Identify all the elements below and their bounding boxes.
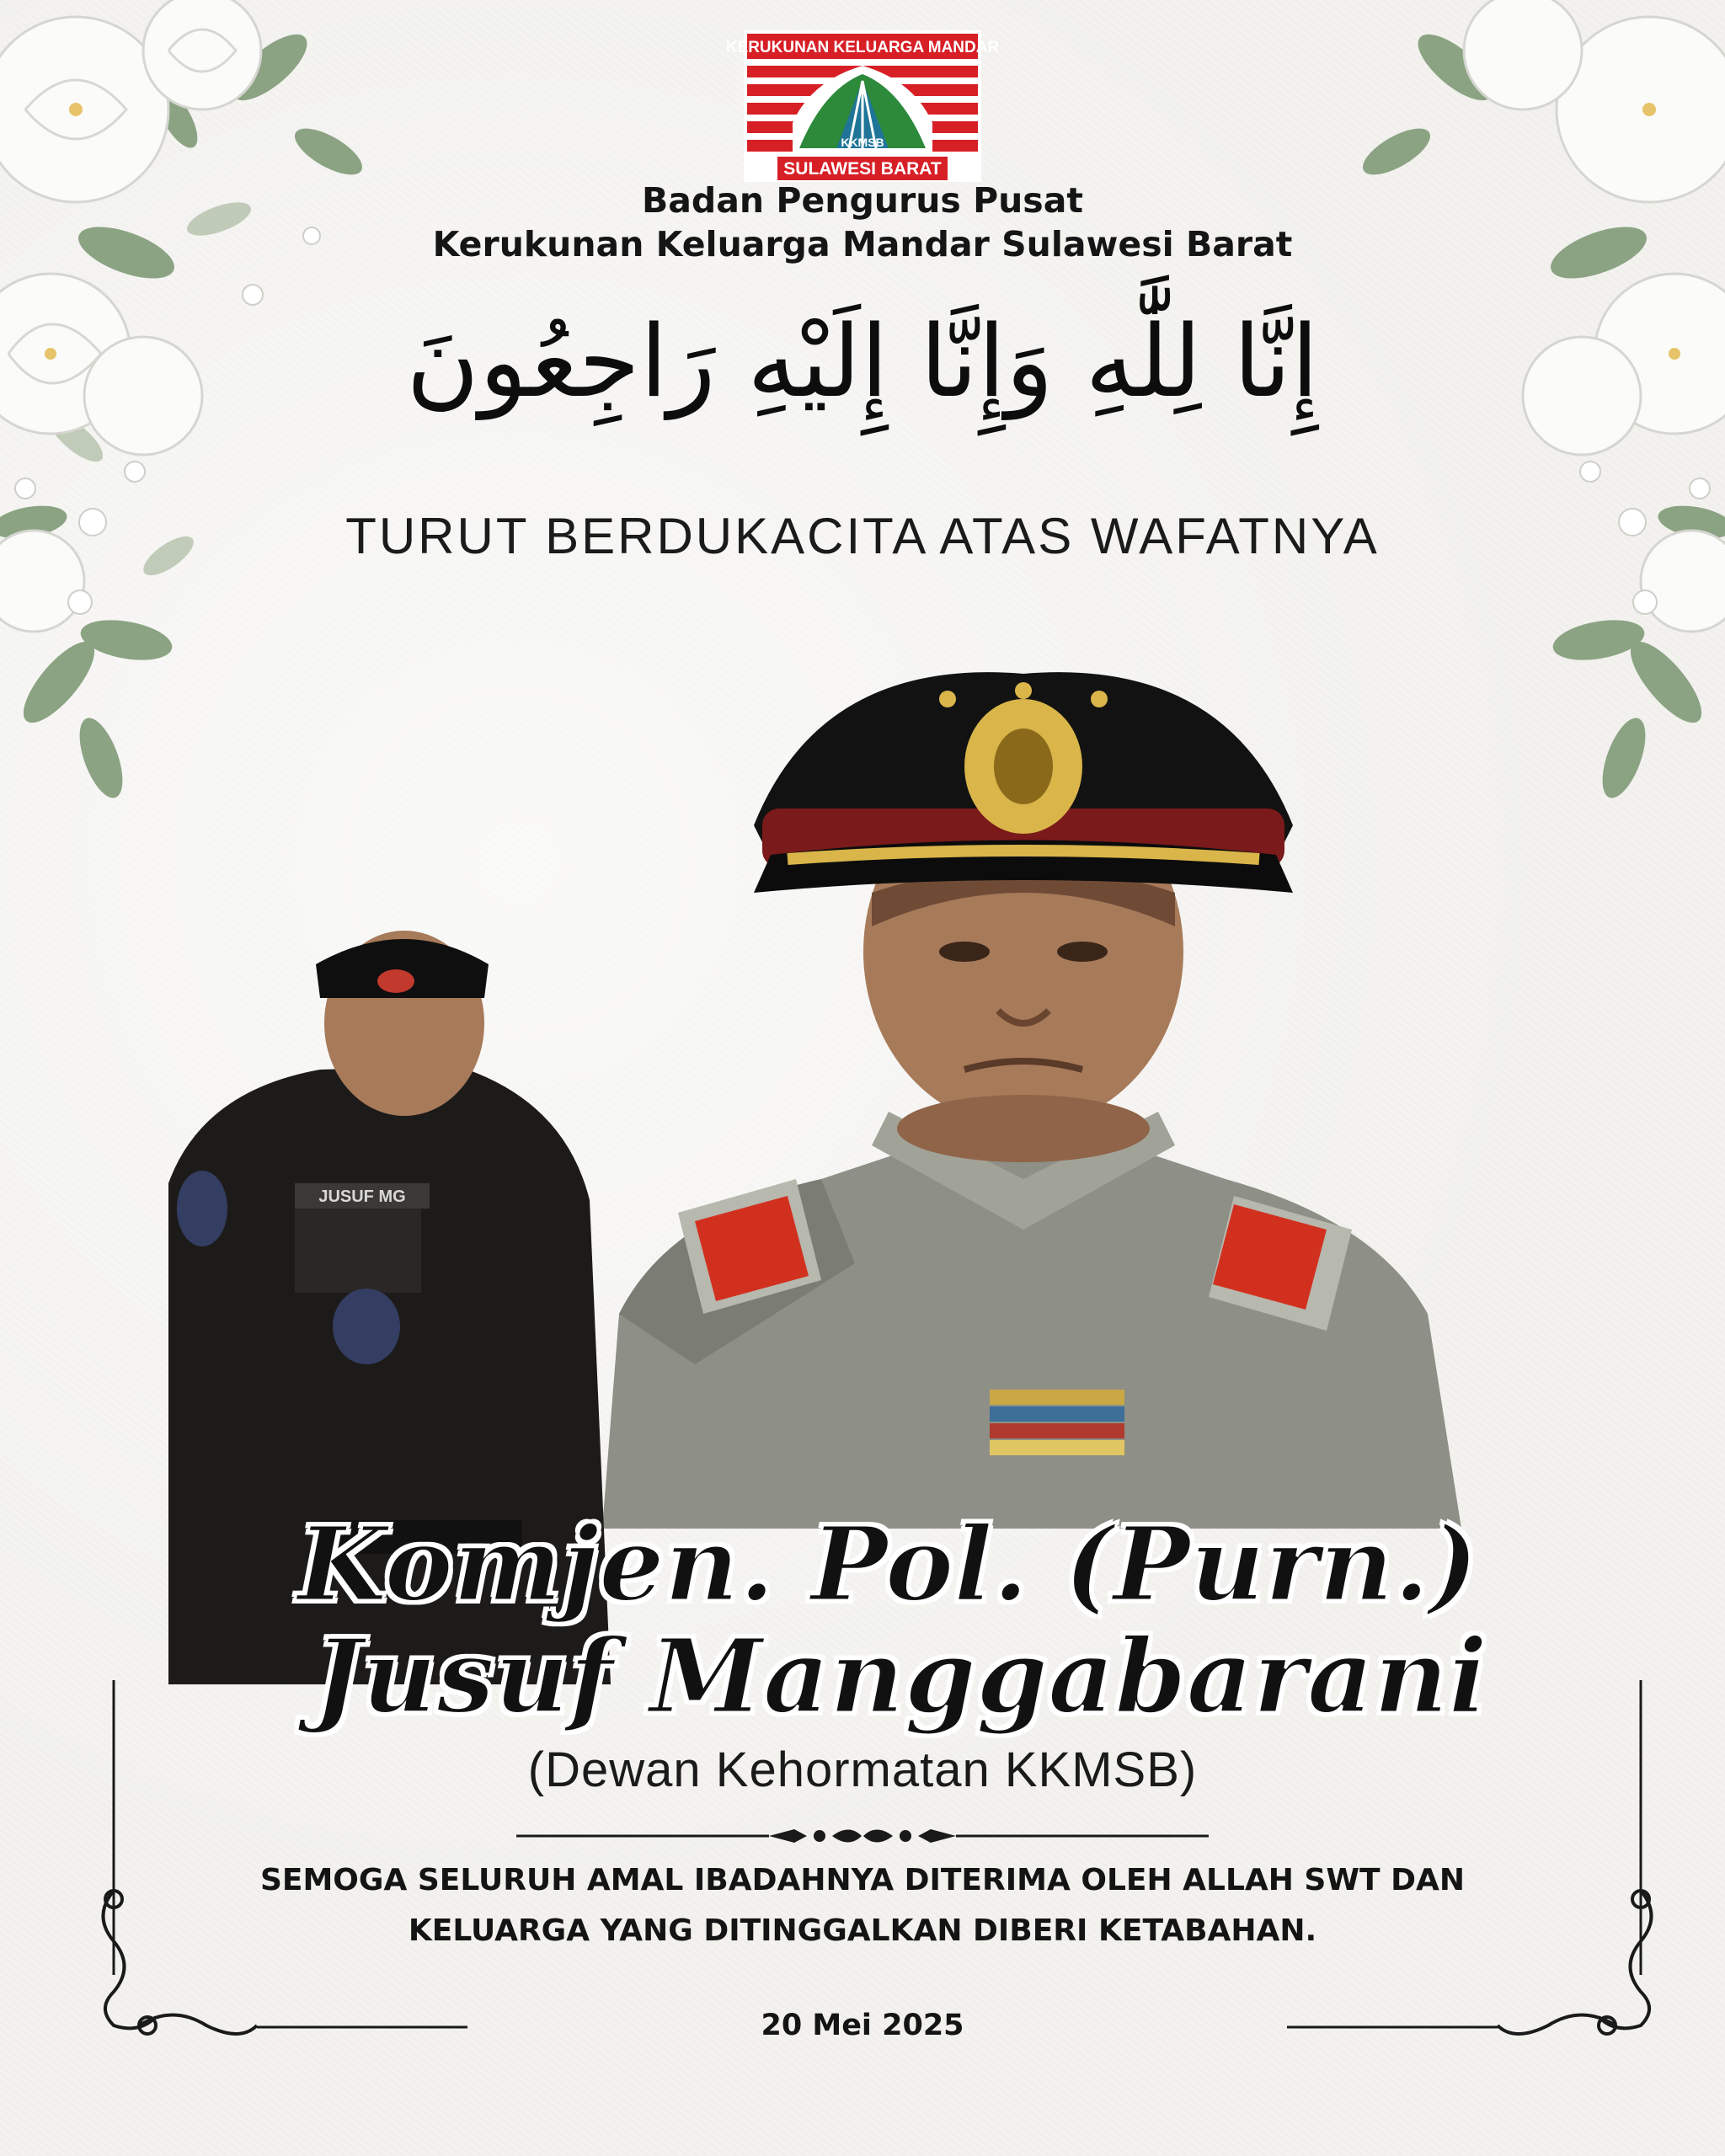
deceased-name: Jusuf Manggabarani xyxy=(313,1615,1487,1737)
kkmsb-logo xyxy=(725,30,1000,182)
prayer-line1: SEMOGA SELURUH AMAL IBADAHNYA DITERIMA OLEH ALLAH SWT DAN xyxy=(259,1863,1466,1897)
condolence-heading: TURUT BERDUKACITA ATAS WAFATNYA xyxy=(345,508,1380,564)
uniform-name-tag: JUSUF MG xyxy=(318,1187,406,1206)
prayer-line2: KELUARGA YANG DITINGGALKAN DIBERI KETABAHAN. xyxy=(408,1913,1317,1948)
arabic-calligraphy: إِنَّا لِلَّٰهِ وَإِنَّا إِلَيْهِ رَاجِعُونَ xyxy=(406,303,1319,419)
org-name-line1: Badan Pengurus Pusat xyxy=(642,180,1083,221)
logo-bottom-text: SULAWESI BARAT xyxy=(783,159,942,179)
ornamental-divider xyxy=(516,1819,1209,1853)
logo-center-text: KKMSB xyxy=(841,136,884,149)
deceased-name-rank: Komjen. Pol. (Purn.) xyxy=(297,1503,1478,1625)
logo-top-text: KERUKUNAN KELUARGA MANDAR xyxy=(725,39,1000,56)
floral-decoration-left xyxy=(0,0,387,851)
portrait-uniform-cap-photo xyxy=(569,674,1478,1529)
deceased-position: (Dewan Kehormatan KKMSB) xyxy=(527,1742,1198,1797)
org-name-line2: Kerukunan Keluarga Mandar Sulawesi Barat xyxy=(432,224,1293,264)
date: 20 Mei 2025 xyxy=(761,2009,964,2042)
